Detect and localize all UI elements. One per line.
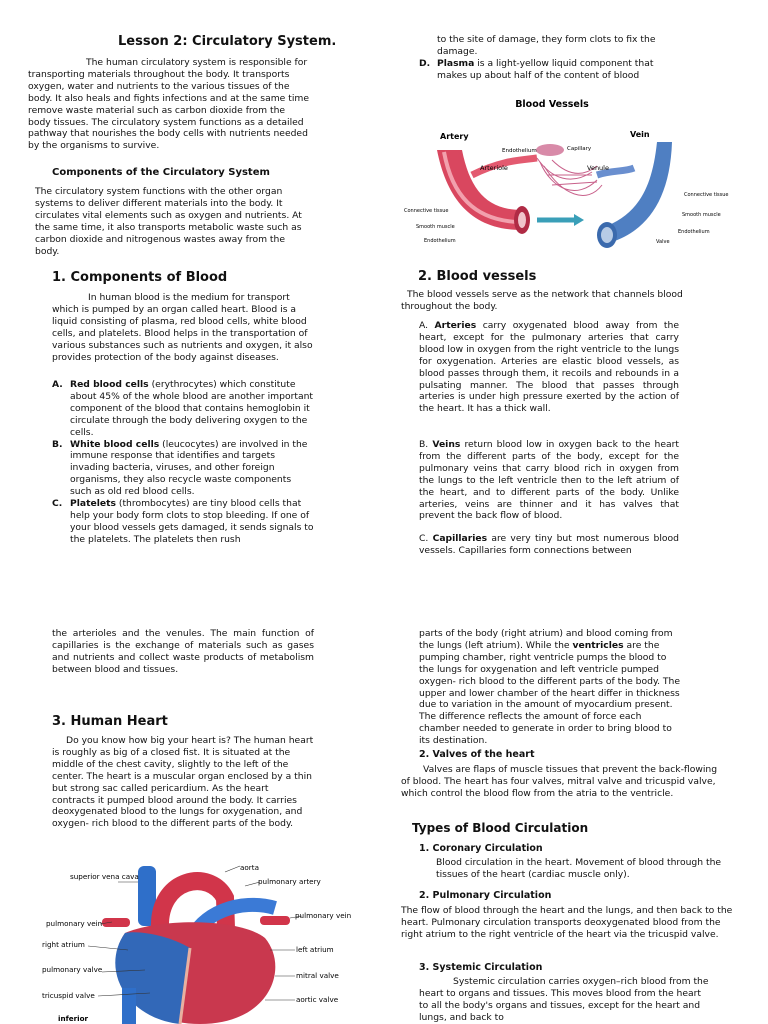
label-endothelium-right: Endothelium bbox=[678, 229, 710, 235]
pulmonary-vein-right-shape bbox=[260, 916, 290, 925]
list-marker: B. bbox=[52, 438, 63, 450]
label-left-atrium: left atrium bbox=[296, 945, 334, 954]
label-mitral-valve: mitral valve bbox=[296, 971, 339, 980]
section-3-heading bbox=[52, 714, 168, 729]
pulmonary-heading: 2. Pulmonary Circulation bbox=[419, 890, 552, 901]
inferior-vena-cava-shape bbox=[122, 988, 136, 1024]
term-ventricles: ventricles bbox=[572, 639, 624, 651]
types-heading: Types of Blood Circulation bbox=[412, 821, 589, 835]
label-endothelium-left: Endothelium bbox=[424, 238, 456, 244]
capillary-tube bbox=[536, 144, 564, 156]
label-endothelium-top: Endothelium bbox=[502, 148, 537, 154]
list-marker: B. bbox=[419, 439, 429, 450]
valves-paragraph: Valves are flaps of muscle tissues that prevent the back-flowing of blood. The heart has four valves, mitral valve and tricuspid valve, which control the blood flow from the atria to the ventricle. bbox=[401, 764, 718, 799]
coronary-paragraph: Blood circulation in the heart. Movement of blood through the tissues of the heart (cardiac muscle only). bbox=[436, 857, 722, 880]
term-capillaries: Capillaries bbox=[432, 533, 488, 544]
list-item-text: (leucocytes) are involved in the immune response that identifies and targets invading bacteria, viruses, and other foreign organisms, they also recycle waste components such as old red blood cells. bbox=[70, 438, 308, 498]
platelets-continuation: to the site of damage, they form clots to fix the damage. bbox=[437, 34, 656, 57]
label-aortic-valve: aortic valve bbox=[296, 995, 339, 1004]
list-item-text: (thrombocytes) are tiny blood cells that help your body form clots to stop bleeding. If one of your blood vessels gets damaged, it sends signals to the platelets. The platelets then rush bbox=[70, 498, 314, 545]
label-connective-left: Connective tissue bbox=[404, 208, 449, 214]
veins-text: return blood low in oxygen back to the heart from the different parts of the body, except for the pulmonary veins that carry blood rich in oxygen from the lungs to the left ventricle then to the left atrium of the heart, and to different parts of the body. Unlike arteries, veins are thinner and it has valves that prevent the back flow of blood. bbox=[419, 439, 679, 522]
list-marker: C. bbox=[52, 498, 63, 510]
list-item bbox=[52, 498, 314, 546]
pulmonary-paragraph: The flow of blood through the heart and the lungs, and then back to the heart. Pulmonary circulation transports deoxygenated blood from the right atrium to the right ventricle of the heart via the tricuspid valve. bbox=[401, 905, 733, 940]
label-connective-right: Connective tissue bbox=[684, 192, 729, 198]
label-pulmonary-vein-right: pulmonary vein bbox=[295, 911, 352, 920]
label-superior-vena-cava: superior vena cava bbox=[70, 872, 139, 881]
artery-lumen bbox=[518, 212, 526, 228]
label-right-atrium: right atrium bbox=[42, 940, 85, 949]
term-plasma: Plasma bbox=[437, 58, 475, 69]
plasma-item bbox=[419, 58, 673, 82]
ventricles-text-a: parts of the body (right atrium) and blood coming from the lungs (left atrium). While the bbox=[419, 628, 673, 651]
blood-components-list bbox=[52, 379, 314, 546]
label-valve: Valve bbox=[656, 239, 670, 245]
capillaries-continuation: the arterioles and the venules. The main function of capillaries is the exchange of materials such as gases and nutrients and collect waste products of metabolism between blood and tissues. bbox=[52, 628, 314, 675]
list-item-text: is a light-yellow liquid component that makes up about half of the content of blood bbox=[437, 58, 654, 81]
label-tricuspid-valve: tricuspid valve bbox=[42, 991, 95, 1000]
section-1-title: Components of Blood bbox=[70, 270, 228, 285]
list-marker: A. bbox=[419, 320, 429, 331]
veins-paragraph bbox=[419, 439, 679, 522]
intro-paragraph: The human circulatory system is responsible for transporting materials throughout the body. It transports oxygen, water and nutrients to the various tissues of the body. It also heals and fights infections and at the same time remove waste material such as carbon dioxide from the body tissues. The circulatory system functions as a detailed pathway that nourishes the body cells with nutrients needed by the organisms to survive. bbox=[28, 57, 309, 152]
list-marker: C. bbox=[419, 533, 429, 544]
blood-intro-paragraph: In human blood is the medium for transport which is pumped by an organ called heart. Blood is a liquid consisting of plasma, red blood cells, white blood cells, and platelets. Blood helps in the transportation of various substances such as nutrients and oxygen, it also provides protection of the body against diseases. bbox=[52, 292, 313, 363]
term-white-blood-cells: White blood cells bbox=[70, 438, 160, 450]
label-vein: Vein bbox=[630, 130, 650, 139]
label-aorta: aorta bbox=[240, 863, 259, 872]
list-marker: D. bbox=[419, 58, 431, 69]
label-pulmonary-valve: pulmonary valve bbox=[42, 965, 103, 974]
arteries-paragraph bbox=[419, 320, 679, 415]
term-platelets: Platelets bbox=[70, 498, 116, 510]
label-capillary: Capillary bbox=[567, 146, 592, 152]
section-3-number: 3. bbox=[52, 714, 66, 729]
list-item-text: (erythrocytes) which constitute about 45% of the whole blood are another important component of the blood that contains hemoglobin it circulate through the body delivering oxygen to the cells. bbox=[70, 379, 314, 438]
page-title: Lesson 2: Circulatory System. bbox=[118, 34, 337, 49]
term-arteries: Arteries bbox=[434, 320, 477, 331]
list-marker: A. bbox=[52, 379, 63, 390]
components-paragraph: The circulatory system functions with the other organ systems to deliver different materials into the body. It circulates vital elements such as oxygen and nutrients. At the same time, it also transports metabolic waste such as carbon dioxide and nitrogenous wastes away from the body. bbox=[35, 186, 302, 257]
section-1-heading bbox=[52, 270, 227, 285]
pulmonary-vein-left-shape bbox=[102, 918, 130, 927]
ventricles-text-b: are the pumping chamber, right ventricle pumps the blood to the lungs for oxygenation and left ventricle pumped oxygen- rich blood to the different parts of the body. The upper and lower chamber of the heart differ in thickness due to variation in the amount of myocardium present. The difference reflects the amount of force each chamber needed to generate in order to bring blood to its destination. bbox=[419, 639, 681, 747]
term-veins: Veins bbox=[432, 439, 461, 450]
section-3-title: Human Heart bbox=[70, 714, 168, 729]
ventricles-paragraph bbox=[419, 628, 681, 747]
heart-paragraph: Do you know how big your heart is? The human heart is roughly as big of a closed fist. It is situated at the middle of the chest cavity, slightly to the left of the center. The heart is a muscular organ enclosed by a thin but strong sac called pericardium. As the heart contracts it pumped blood around the body. It carries deoxygenated blood to the lungs for oxygenation, and oxygen- rich blood to the different parts of the body. bbox=[52, 735, 314, 830]
label-smooth-right: Smooth muscle bbox=[682, 212, 721, 218]
blood-vessels-figure bbox=[402, 90, 729, 250]
capillaries-paragraph bbox=[419, 533, 679, 557]
valves-heading: 2. Valves of the heart bbox=[419, 749, 535, 760]
label-arteriole: Arteriole bbox=[480, 164, 508, 172]
label-pulmonary-vein-left: pulmonary vein bbox=[46, 919, 103, 928]
label-inferior: inferior bbox=[58, 1014, 89, 1023]
vessels-intro-paragraph: The blood vessels serve as the network that channels blood throughout the body. bbox=[401, 289, 683, 312]
label-artery: Artery bbox=[440, 132, 469, 141]
components-heading: Components of the Circulatory System bbox=[52, 167, 270, 178]
term-red-blood-cells: Red blood cells bbox=[70, 379, 149, 390]
label-pulmonary-artery: pulmonary artery bbox=[258, 877, 321, 886]
section-2-heading bbox=[418, 269, 536, 284]
list-item bbox=[52, 379, 314, 439]
human-heart-figure bbox=[40, 858, 360, 1024]
section-1-number: 1. bbox=[52, 270, 66, 285]
systemic-paragraph: Systemic circulation carries oxygen–rich blood from the heart to organs and tissues. This moves blood from the heart to all the body's organs and tissues, except for the heart and lungs, and back to bbox=[419, 976, 709, 1023]
arteries-text: carry oxygenated blood away from the heart, except for the pulmonary arteries that carry blood low in oxygen from the right ventricle to the lungs for oxygenation. Arteries are elastic blood vessels, as blood passes through them, it recoils and rebounds in a pulsating manner. The blood that passes through arteries is under high pressure exerted by the action of the heart. It has a thick wall. bbox=[419, 320, 680, 415]
section-2-number: 2. bbox=[418, 269, 432, 284]
figure-title: Blood Vessels bbox=[515, 99, 589, 110]
capillaries-text: are very tiny but most numerous blood vessels. Capillaries form connections between bbox=[419, 533, 680, 556]
list-item bbox=[52, 439, 314, 499]
section-2-title: Blood vessels bbox=[436, 269, 537, 284]
vein-lumen bbox=[601, 227, 613, 243]
label-smooth-left: Smooth muscle bbox=[416, 224, 455, 230]
coronary-heading: 1. Coronary Circulation bbox=[419, 843, 543, 854]
systemic-heading: 3. Systemic Circulation bbox=[419, 962, 543, 973]
list-item bbox=[419, 58, 673, 82]
label-venule: Venule bbox=[587, 164, 609, 172]
